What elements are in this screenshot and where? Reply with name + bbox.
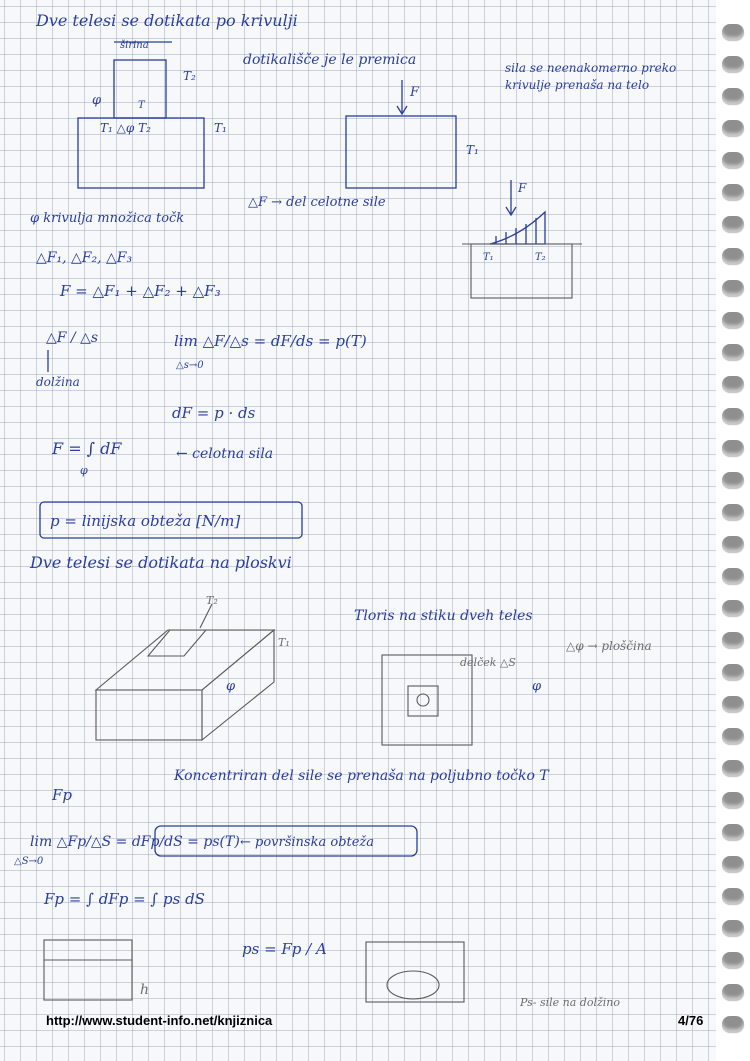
phi-label: φ — [92, 93, 102, 108]
binder-hole — [722, 696, 744, 712]
t1-label-3: T₁ — [483, 252, 494, 263]
force-distribution-note: sila se neenakomerno preko krivulje prenaša na telo — [505, 61, 677, 92]
surface-integral: Fp = ∫ dFp = ∫ ps dS — [44, 890, 205, 908]
force-distribution-note-box — [505, 60, 685, 130]
linear-load-definition: p = linijska obteža [N/m] — [50, 512, 241, 530]
binder-hole — [722, 952, 744, 968]
differential-force: dF = p · ds — [172, 404, 256, 422]
t-label: T — [138, 100, 145, 111]
phi-label-3: φ — [532, 679, 542, 694]
binder-hole — [722, 664, 744, 680]
contact-point-note: dotikališče je le premica — [243, 52, 417, 68]
binder-hole — [722, 600, 744, 616]
footer-url[interactable]: http://www.student-info.net/knjiznica — [46, 1013, 273, 1028]
binder-hole — [722, 152, 744, 168]
binder-hole — [722, 248, 744, 264]
diagram-bottom-right — [366, 942, 464, 1002]
binder-hole — [722, 280, 744, 296]
surface-limit: lim △Fp/△S = dFp/dS = ps(T) — [30, 834, 240, 850]
t1-label: T₁ — [214, 121, 227, 135]
diagram-bottom-left — [44, 940, 149, 1000]
integral-subscript: φ — [80, 464, 88, 477]
body-rect — [346, 116, 456, 188]
curve-definition: φ krivulja množica točk — [30, 211, 185, 226]
force-ratio: △F / △s — [46, 330, 99, 346]
surface-load-note: ← površinska obteža — [240, 835, 375, 850]
element-note: delček △S — [460, 656, 516, 669]
diagram-distributed-load — [462, 180, 582, 298]
width-label: širina — [120, 40, 149, 51]
total-force-note: ← celotna sila — [176, 446, 274, 462]
limit-definition: lim △F/△s = dF/ds = p(T) — [174, 332, 367, 350]
length-note: dolžina — [36, 375, 80, 389]
plan-outer — [382, 655, 472, 745]
title-line-curve: Dve telesi se dotikata po krivulji — [36, 11, 298, 30]
phi-label-2: φ — [226, 679, 236, 694]
binder-hole — [722, 504, 744, 520]
binder-hole — [722, 216, 744, 232]
block-top — [96, 630, 274, 690]
surface-limit-subscript: △S→0 — [14, 856, 44, 867]
binder-hole — [722, 440, 744, 456]
binder-hole — [722, 184, 744, 200]
load-label: F — [518, 181, 527, 195]
area-note: △φ → ploščina — [566, 639, 652, 653]
binder-hole — [722, 856, 744, 872]
t2-leader — [200, 604, 212, 628]
partial-force-note: △F → del celotne sile — [248, 195, 386, 210]
plan-point — [417, 694, 429, 706]
fp-label: Fp — [52, 786, 73, 804]
plan-view-note: Tloris na stiku dveh teles — [354, 608, 533, 624]
binder-hole — [722, 24, 744, 40]
t2-label-3: T₂ — [535, 252, 546, 263]
t2-label-4: T₂ — [206, 594, 218, 607]
diagram-plan-view — [382, 655, 542, 745]
diagram-force-on-body — [346, 80, 479, 188]
binder-hole — [722, 88, 744, 104]
block-side — [202, 630, 274, 740]
h-label: h — [140, 982, 150, 998]
limit-subscript: △s→0 — [176, 360, 204, 371]
plan-element — [408, 686, 438, 716]
binder-hole — [722, 408, 744, 424]
t1-label-2: T₁ — [466, 143, 479, 157]
binder-hole — [722, 344, 744, 360]
pressure-ellipse — [387, 971, 439, 999]
binder-hole — [722, 824, 744, 840]
binder-hole — [722, 888, 744, 904]
load-distribution — [490, 212, 545, 244]
binder-hole — [722, 120, 744, 136]
concentrated-note: Koncentriran del sile se prenaša na poljubno točko T — [174, 768, 549, 784]
binder-hole — [722, 472, 744, 488]
binder-hole — [722, 984, 744, 1000]
binder-holes — [716, 0, 750, 1061]
binder-hole — [722, 728, 744, 744]
force-label: F — [410, 85, 420, 100]
pressure-formula: ps = Fp / A — [242, 940, 327, 958]
bottom-rect-right — [366, 942, 464, 1002]
binder-hole — [722, 568, 744, 584]
t2-label: T₂ — [183, 69, 196, 83]
diagram-surface-contact — [96, 594, 290, 740]
footer-page-number: 4/76 — [678, 1013, 704, 1028]
binder-hole — [722, 376, 744, 392]
binder-hole — [722, 920, 744, 936]
upper-body-top — [148, 630, 206, 656]
force-sum: F = △F₁ + △F₂ + △F₃ — [60, 282, 221, 300]
t1-label-4: T₁ — [278, 636, 290, 649]
binder-hole — [722, 312, 744, 328]
binder-hole — [722, 56, 744, 72]
binder-hole — [722, 536, 744, 552]
partial-forces: △F₁, △F₂, △F₃ — [36, 250, 133, 266]
title-line-surface: Dve telesi se dotikata na ploskvi — [30, 553, 292, 572]
binder-hole — [722, 792, 744, 808]
diagram-curve-contact — [78, 40, 227, 188]
contact-labels: T₁ △φ T₂ — [100, 121, 151, 135]
binder-hole — [722, 632, 744, 648]
integral-force: F = ∫ dF — [52, 439, 122, 458]
bottom-rect-left — [44, 940, 132, 1000]
binder-hole — [722, 1016, 744, 1032]
binder-hole — [722, 760, 744, 776]
bottom-note: Ps- sile na dolžino — [520, 996, 620, 1009]
block-front — [96, 690, 202, 740]
